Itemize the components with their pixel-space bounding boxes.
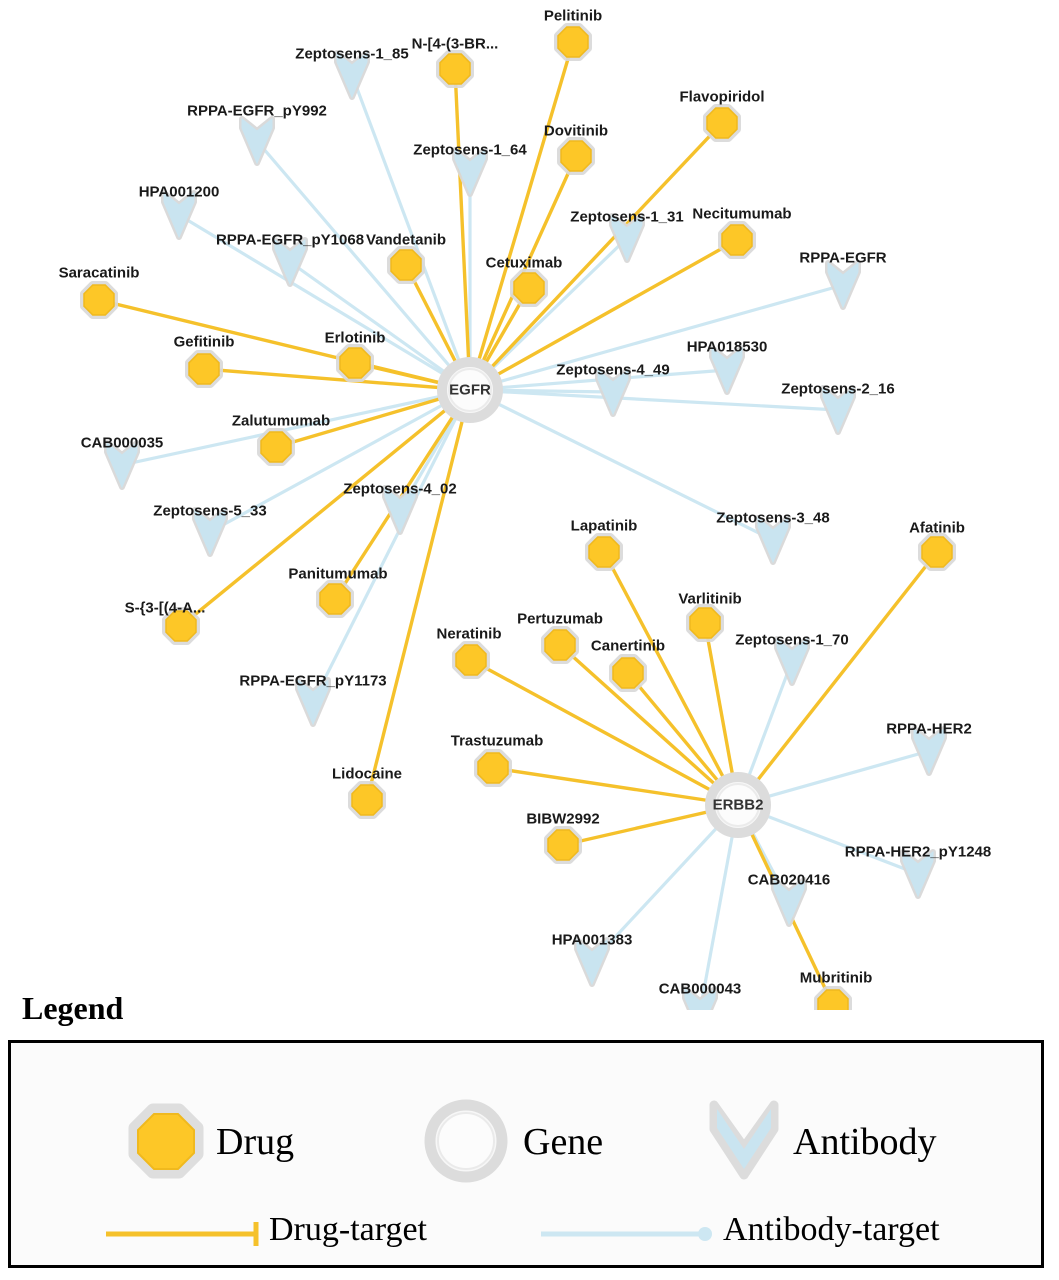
antibody-node[interactable] xyxy=(777,639,807,683)
drug-node[interactable] xyxy=(189,354,219,384)
antibody-node[interactable] xyxy=(774,880,804,924)
antibody-label: Zeptosens-3_48 xyxy=(716,509,830,527)
gene-node[interactable] xyxy=(710,777,766,833)
drug-label: Vandetanib xyxy=(365,231,447,249)
drug-shape xyxy=(613,658,643,688)
antibody-label: RPPA-EGFR_pY992 xyxy=(187,102,327,120)
drug-label: Varlitinib xyxy=(678,590,742,608)
legend-drug-edge-icon xyxy=(106,1222,256,1246)
drug-label: Pelitinib xyxy=(543,7,603,25)
drug-label: Mubritinib xyxy=(799,969,873,987)
drug-label: N-[4-(3-BR... xyxy=(411,35,499,53)
antibody-node[interactable] xyxy=(823,388,853,432)
legend-label-drug-target: Drug-target xyxy=(269,1211,427,1248)
drug-node[interactable] xyxy=(818,990,848,1010)
antibody-node[interactable] xyxy=(914,729,944,773)
drug-label: Erlotinib xyxy=(324,329,386,347)
legend-box xyxy=(8,1040,1044,1268)
antibody-label: HPA001383 xyxy=(551,931,633,949)
drug-shape xyxy=(456,645,486,675)
drug-node[interactable] xyxy=(352,785,382,815)
drug-label: Afatinib xyxy=(909,519,965,537)
antibody-node[interactable] xyxy=(107,443,137,487)
drug-label: Necitumumab xyxy=(692,205,792,223)
drug-node[interactable] xyxy=(478,753,508,783)
gene-shape xyxy=(449,369,491,411)
antibody-label: Zeptosens-5_33 xyxy=(153,502,267,520)
antibody-label: RPPA-HER2 xyxy=(886,720,972,738)
antibody-node[interactable] xyxy=(685,989,715,1010)
legend-antibody-edge-icon xyxy=(541,1227,712,1241)
drug-node[interactable] xyxy=(166,611,196,641)
antibody-label: RPPA-EGFR_pY1173 xyxy=(239,672,387,690)
legend-gene-icon xyxy=(430,1105,502,1177)
antibody-label: Zeptosens-1_70 xyxy=(735,631,849,649)
drug-label: Dovitinib xyxy=(543,122,609,140)
drug-label: Zalutumumab xyxy=(231,412,331,430)
drug-node[interactable] xyxy=(558,27,588,57)
antibody-node[interactable] xyxy=(242,119,272,163)
drug-node[interactable] xyxy=(514,273,544,303)
drug-label: Neratinib xyxy=(436,625,502,643)
drug-shape xyxy=(261,432,291,462)
drug-shape xyxy=(558,27,588,57)
drug-label: Canertinib xyxy=(590,637,666,655)
drug-edge xyxy=(367,390,470,800)
legend-label-antibody: Antibody xyxy=(793,1121,937,1163)
antibody-node[interactable] xyxy=(598,370,628,414)
legend-label-gene: Gene xyxy=(523,1121,604,1163)
legend-drug-icon xyxy=(135,1110,197,1172)
antibody-edge xyxy=(470,390,773,540)
drug-shape xyxy=(84,285,114,315)
gene-label: EGFR xyxy=(449,381,491,399)
antibody-label: Zeptosens-2_16 xyxy=(781,380,895,398)
legend-title: Legend xyxy=(22,990,124,1026)
antibody-edge xyxy=(122,390,470,465)
antibody-node[interactable] xyxy=(758,518,788,562)
drug-node[interactable] xyxy=(707,108,737,138)
drug-shape xyxy=(707,108,737,138)
drug-node[interactable] xyxy=(722,225,752,255)
drug-node[interactable] xyxy=(320,584,350,614)
antibody-label: Zeptosens-1_64 xyxy=(413,141,527,159)
drug-shape xyxy=(391,250,421,280)
drug-label: S-{3-[(4-A... xyxy=(124,599,206,617)
antibody-label: CAB000035 xyxy=(80,434,164,452)
antibody-label: CAB000043 xyxy=(658,980,742,998)
drug-node[interactable] xyxy=(548,830,578,860)
antibody-node[interactable] xyxy=(385,488,415,532)
legend-antibody-icon xyxy=(714,1105,774,1175)
gene-shape xyxy=(717,784,759,826)
antibody-label: Zeptosens-1_85 xyxy=(295,45,409,63)
drug-label: Lapatinib xyxy=(570,517,638,535)
drug-shape xyxy=(545,630,575,660)
antibody-edge xyxy=(210,390,470,532)
drug-shape xyxy=(440,54,470,84)
drug-shape xyxy=(589,537,619,567)
drug-shape xyxy=(478,753,508,783)
drug-node[interactable] xyxy=(561,141,591,171)
drug-node[interactable] xyxy=(545,630,575,660)
antibody-node[interactable] xyxy=(828,263,858,307)
antibody-label: Zeptosens-4_49 xyxy=(556,361,670,379)
antibody-label: Zeptosens-4_02 xyxy=(343,480,457,498)
drug-label: Cetuximab xyxy=(485,254,563,272)
antibody-edge xyxy=(352,75,470,390)
drug-label: Gefitinib xyxy=(173,333,235,351)
drug-node[interactable] xyxy=(922,537,952,567)
node-layer xyxy=(84,27,952,1010)
antibody-node[interactable] xyxy=(337,53,367,97)
drug-label: Saracatinib xyxy=(58,264,140,282)
drug-shape xyxy=(320,584,350,614)
antibody-label: RPPA-HER2_pY1248 xyxy=(844,843,992,861)
antibody-node[interactable] xyxy=(298,680,328,724)
drug-edge xyxy=(455,69,470,390)
antibody-label: CAB020416 xyxy=(747,871,831,889)
drug-node[interactable] xyxy=(391,250,421,280)
drug-shape xyxy=(561,141,591,171)
drug-shape xyxy=(189,354,219,384)
antibody-label: RPPA-EGFR_pY1068 xyxy=(215,231,365,249)
antibody-label: RPPA-EGFR xyxy=(799,249,887,267)
drug-shape xyxy=(690,608,720,638)
antibody-node[interactable] xyxy=(903,852,933,896)
antibody-node[interactable] xyxy=(164,193,194,237)
antibody-edge xyxy=(290,262,470,390)
antibody-edge xyxy=(470,390,838,410)
legend-label-drug: Drug xyxy=(216,1121,295,1163)
drug-shape xyxy=(922,537,952,567)
drug-label: Lidocaine xyxy=(331,765,403,783)
antibody-label: Zeptosens-1_31 xyxy=(570,208,684,226)
drug-node[interactable] xyxy=(456,645,486,675)
drug-shape xyxy=(166,611,196,641)
antibody-label: HPA018530 xyxy=(686,338,768,356)
drug-shape xyxy=(352,785,382,815)
gene-node[interactable] xyxy=(442,362,498,418)
antibody-node[interactable] xyxy=(275,240,305,284)
drug-node[interactable] xyxy=(84,285,114,315)
antibody-label: HPA001200 xyxy=(138,183,220,201)
drug-node[interactable] xyxy=(690,608,720,638)
drug-label: Flavopiridol xyxy=(679,88,765,106)
antibody-node[interactable] xyxy=(712,348,742,392)
drug-node[interactable] xyxy=(440,54,470,84)
drug-node[interactable] xyxy=(613,658,643,688)
drug-shape xyxy=(514,273,544,303)
drug-label: Pertuzumab xyxy=(517,610,603,628)
drug-label: BIBW2992 xyxy=(526,810,600,828)
drug-node[interactable] xyxy=(589,537,619,567)
drug-shape xyxy=(340,348,370,378)
drug-shape xyxy=(722,225,752,255)
legend-label-antibody-target: Antibody-target xyxy=(723,1211,940,1248)
drug-node[interactable] xyxy=(261,432,291,462)
drug-label: Panitumumab xyxy=(288,565,388,583)
antibody-node[interactable] xyxy=(577,940,607,984)
drug-label: Trastuzumab xyxy=(450,732,544,750)
antibody-edge xyxy=(313,390,470,702)
antibody-node[interactable] xyxy=(195,510,225,554)
drug-edge xyxy=(738,552,937,805)
drug-shape xyxy=(548,830,578,860)
gene-label: ERBB2 xyxy=(712,796,764,814)
drug-node[interactable] xyxy=(340,348,370,378)
